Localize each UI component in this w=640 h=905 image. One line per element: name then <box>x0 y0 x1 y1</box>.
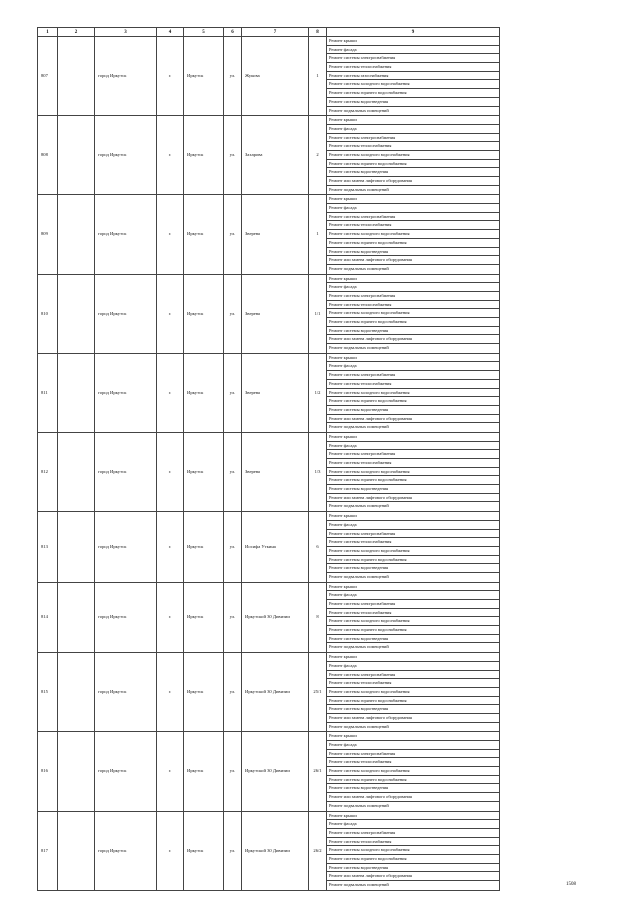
house-cell: 8 <box>309 582 327 653</box>
work-item: Ремонт системы водоотведения <box>327 485 499 494</box>
work-item: Ремонт подвальных помещений <box>329 265 389 271</box>
locality-cell: город Иркутск <box>95 195 157 274</box>
city-type-cell: г. <box>157 274 184 353</box>
house-cell: 26/2 <box>309 811 327 890</box>
work-item: Ремонт крыши <box>327 275 499 284</box>
locality-cell: город Иркутск <box>95 116 157 195</box>
street-cell: Иосифа Уткина <box>242 512 309 583</box>
work-item: Ремонт системы теплоснабжения <box>327 142 499 151</box>
city-type-cell: г. <box>157 353 184 432</box>
table-row <box>38 582 500 653</box>
row-number-cell: 807 <box>38 37 58 116</box>
work-item: Ремонт фасада <box>327 283 499 292</box>
locality-cell: город Иркутск <box>95 653 157 732</box>
city-cell: Иркутск <box>184 37 224 116</box>
work-item: Ремонт системы электроснабжения <box>327 750 499 759</box>
work-item: Ремонт подвальных помещений <box>329 345 389 351</box>
empty-cell <box>58 353 95 432</box>
work-item: Ремонт крыши <box>327 195 499 204</box>
street-type-cell: ул. <box>224 195 242 274</box>
work-item: Ремонт крыши <box>327 653 499 662</box>
work-item: Ремонт подвальных помещений <box>329 573 389 579</box>
city-cell: Иркутск <box>184 116 224 195</box>
row-number-cell: 812 <box>38 432 58 511</box>
work-item: Ремонт системы холодного водоснабжения <box>327 767 499 776</box>
house-cell: 2 <box>309 116 327 195</box>
work-item: Ремонт системы электроснабжения <box>327 371 499 380</box>
work-item: Ремонт системы водоотведения <box>327 864 499 873</box>
work-item: Ремонт системы водоотведения <box>327 564 499 573</box>
house-cell: 1 <box>309 195 327 274</box>
table-row <box>38 732 500 811</box>
work-item: Ремонт системы теплоснабжения <box>327 538 499 547</box>
work-item: Ремонт фасада <box>327 362 499 371</box>
work-item: Ремонт системы горячего водоснабжения <box>327 626 499 635</box>
works-cell <box>327 582 500 653</box>
work-item: Ремонт фасада <box>327 662 499 671</box>
work-item: Ремонт системы горячего водоснабжения <box>327 397 499 406</box>
table-row <box>38 512 500 583</box>
house-cell: 1/2 <box>309 353 327 432</box>
city-type-cell: г. <box>157 116 184 195</box>
work-item: Ремонт или замена лифтового оборудования <box>327 415 499 424</box>
work-item: Ремонт системы газоснабжения <box>327 72 499 81</box>
work-item: Ремонт системы горячего водоснабжения <box>327 89 499 98</box>
work-item: Ремонт системы холодного водоснабжения <box>327 617 499 626</box>
work-item: Ремонт фасада <box>327 442 499 451</box>
work-item: Ремонт системы холодного водоснабжения <box>327 846 499 855</box>
work-item: Ремонт или замена лифтового оборудования <box>327 872 499 881</box>
work-item: Ремонт системы теплоснабжения <box>327 221 499 230</box>
work-item: Ремонт крыши <box>327 354 499 363</box>
header-cell: 4 <box>157 28 184 37</box>
table-row <box>38 37 500 116</box>
work-item: Ремонт системы теплоснабжения <box>327 679 499 688</box>
street-cell: Зверева <box>242 274 309 353</box>
table-body <box>38 37 500 891</box>
work-item: Ремонт подвальных помещений <box>329 802 389 808</box>
row-number-cell: 810 <box>38 274 58 353</box>
repair-table <box>37 27 500 891</box>
work-item: Ремонт или замена лифтового оборудования <box>327 793 499 802</box>
table-row <box>38 432 500 511</box>
work-item: Ремонт крыши <box>327 812 499 821</box>
work-item: Ремонт крыши <box>327 583 499 592</box>
street-type-cell: ул. <box>224 432 242 511</box>
house-cell: 26/1 <box>309 732 327 811</box>
work-item: Ремонт системы теплоснабжения <box>327 63 499 72</box>
house-cell: 1/3 <box>309 432 327 511</box>
work-item: Ремонт системы холодного водоснабжения <box>327 468 499 477</box>
table-row <box>38 353 500 432</box>
table-row <box>38 653 500 732</box>
work-item: Ремонт подвальных помещений <box>329 644 389 650</box>
table-row <box>38 811 500 890</box>
street-type-cell: ул. <box>224 116 242 195</box>
document-sheet <box>37 27 499 891</box>
street-cell: Иркутской 30 Дивизии <box>242 653 309 732</box>
works-cell <box>327 432 500 511</box>
work-item: Ремонт системы электроснабжения <box>327 829 499 838</box>
work-item: Ремонт системы водоотведения <box>327 327 499 336</box>
row-number-cell: 813 <box>38 512 58 583</box>
header-cell: 6 <box>224 28 242 37</box>
work-item: Ремонт системы теплоснабжения <box>327 459 499 468</box>
header-cell: 9 <box>327 28 500 37</box>
page-number: 1508 <box>566 882 576 887</box>
work-item: Ремонт подвальных помещений <box>329 503 389 509</box>
locality-cell: город Иркутск <box>95 582 157 653</box>
locality-cell: город Иркутск <box>95 512 157 583</box>
work-item: Ремонт крыши <box>327 37 499 46</box>
work-item: Ремонт системы электроснабжения <box>327 54 499 63</box>
row-number-cell: 811 <box>38 353 58 432</box>
work-item: Ремонт системы водоотведения <box>327 168 499 177</box>
work-item: Ремонт системы электроснабжения <box>327 600 499 609</box>
row-number-cell: 814 <box>38 582 58 653</box>
street-type-cell: ул. <box>224 653 242 732</box>
city-type-cell: г. <box>157 732 184 811</box>
house-cell: 1 <box>309 37 327 116</box>
city-cell: Иркутск <box>184 353 224 432</box>
work-item: Ремонт крыши <box>327 433 499 442</box>
empty-cell <box>58 274 95 353</box>
street-cell: Иркутской 30 Дивизии <box>242 811 309 890</box>
work-item: Ремонт фасада <box>327 46 499 55</box>
street-type-cell: ул. <box>224 353 242 432</box>
city-cell: Иркутск <box>184 811 224 890</box>
work-item: Ремонт системы теплоснабжения <box>327 838 499 847</box>
table-row <box>38 195 500 274</box>
locality-cell: город Иркутск <box>95 353 157 432</box>
locality-cell: город Иркутск <box>95 274 157 353</box>
street-cell: Захарова <box>242 116 309 195</box>
city-cell: Иркутск <box>184 732 224 811</box>
work-item: Ремонт системы теплоснабжения <box>327 380 499 389</box>
locality-cell: город Иркутск <box>95 37 157 116</box>
works-cell <box>327 195 500 274</box>
work-item: Ремонт системы горячего водоснабжения <box>327 160 499 169</box>
work-item: Ремонт системы теплоснабжения <box>327 758 499 767</box>
work-item: Ремонт системы водоотведения <box>327 248 499 257</box>
empty-cell <box>58 732 95 811</box>
work-item: Ремонт системы холодного водоснабжения <box>327 309 499 318</box>
works-cell <box>327 37 500 116</box>
locality-cell: город Иркутск <box>95 811 157 890</box>
empty-cell <box>58 37 95 116</box>
city-type-cell: г. <box>157 811 184 890</box>
work-item: Ремонт системы водоотведения <box>327 635 499 644</box>
work-item: Ремонт системы электроснабжения <box>327 292 499 301</box>
table-row <box>38 116 500 195</box>
city-cell: Иркутск <box>184 195 224 274</box>
city-type-cell: г. <box>157 432 184 511</box>
work-item: Ремонт или замена лифтового оборудования <box>327 256 499 265</box>
work-item: Ремонт системы горячего водоснабжения <box>327 239 499 248</box>
city-cell: Иркутск <box>184 582 224 653</box>
work-item: Ремонт системы водоотведения <box>327 705 499 714</box>
work-item: Ремонт системы горячего водоснабжения <box>327 556 499 565</box>
work-item: Ремонт или замена лифтового оборудования <box>327 177 499 186</box>
work-item: Ремонт системы холодного водоснабжения <box>327 230 499 239</box>
city-type-cell: г. <box>157 582 184 653</box>
work-item: Ремонт или замена лифтового оборудования <box>327 494 499 503</box>
work-item: Ремонт системы холодного водоснабжения <box>327 151 499 160</box>
work-item: Ремонт или замена лифтового оборудования <box>327 335 499 344</box>
work-item: Ремонт системы водоотведения <box>327 98 499 107</box>
row-number-cell: 817 <box>38 811 58 890</box>
house-cell: 1/1 <box>309 274 327 353</box>
city-type-cell: г. <box>157 195 184 274</box>
works-cell <box>327 274 500 353</box>
works-cell <box>327 732 500 811</box>
street-cell: Зверева <box>242 195 309 274</box>
work-item: Ремонт системы водоотведения <box>327 406 499 415</box>
work-item: Ремонт системы электроснабжения <box>327 530 499 539</box>
work-item: Ремонт системы горячего водоснабжения <box>327 318 499 327</box>
work-item: Ремонт системы горячего водоснабжения <box>327 776 499 785</box>
city-cell: Иркутск <box>184 274 224 353</box>
table-row <box>38 274 500 353</box>
work-item: Ремонт крыши <box>327 512 499 521</box>
empty-cell <box>58 582 95 653</box>
work-item: Ремонт фасада <box>327 521 499 530</box>
row-number-cell: 816 <box>38 732 58 811</box>
city-type-cell: г. <box>157 37 184 116</box>
work-item: Ремонт системы холодного водоснабжения <box>327 688 499 697</box>
street-cell: Жукова <box>242 37 309 116</box>
works-cell <box>327 116 500 195</box>
row-number-cell: 809 <box>38 195 58 274</box>
street-cell: Зверева <box>242 432 309 511</box>
street-type-cell: ул. <box>224 512 242 583</box>
work-item: Ремонт фасада <box>327 741 499 750</box>
locality-cell: город Иркутск <box>95 732 157 811</box>
street-type-cell: ул. <box>224 274 242 353</box>
header-cell: 8 <box>309 28 327 37</box>
work-item: Ремонт крыши <box>327 732 499 741</box>
work-item: Ремонт подвальных помещений <box>329 186 389 192</box>
street-cell: Иркутской 30 Дивизии <box>242 732 309 811</box>
city-type-cell: г. <box>157 512 184 583</box>
work-item: Ремонт системы теплоснабжения <box>327 301 499 310</box>
street-type-cell: ул. <box>224 732 242 811</box>
empty-cell <box>58 116 95 195</box>
work-item: Ремонт системы холодного водоснабжения <box>327 80 499 89</box>
work-item: Ремонт фасада <box>327 820 499 829</box>
header-cell: 5 <box>184 28 224 37</box>
empty-cell <box>58 512 95 583</box>
work-item: Ремонт системы горячего водоснабжения <box>327 855 499 864</box>
street-type-cell: ул. <box>224 811 242 890</box>
work-item: Ремонт подвальных помещений <box>329 882 389 887</box>
works-cell <box>327 512 500 583</box>
street-cell: Зверева <box>242 353 309 432</box>
work-item: Ремонт системы электроснабжения <box>327 450 499 459</box>
street-cell: Иркутской 30 Дивизии <box>242 582 309 653</box>
header-cell: 3 <box>95 28 157 37</box>
work-item: Ремонт системы горячего водоснабжения <box>327 476 499 485</box>
house-cell: 25/1 <box>309 653 327 732</box>
header-cell: 1 <box>38 28 58 37</box>
work-item: Ремонт системы электроснабжения <box>327 671 499 680</box>
empty-cell <box>58 811 95 890</box>
header-row <box>38 28 500 37</box>
work-item: Ремонт системы электроснабжения <box>327 213 499 222</box>
city-type-cell: г. <box>157 653 184 732</box>
works-cell <box>327 353 500 432</box>
work-item: Ремонт подвальных помещений <box>329 723 389 729</box>
work-item: Ремонт или замена лифтового оборудования <box>327 714 499 723</box>
work-item: Ремонт крыши <box>327 116 499 125</box>
street-type-cell: ул. <box>224 582 242 653</box>
work-item: Ремонт системы водоотведения <box>327 784 499 793</box>
work-item: Ремонт фасада <box>327 591 499 600</box>
street-type-cell: ул. <box>224 37 242 116</box>
work-item: Ремонт подвальных помещений <box>329 107 389 113</box>
row-number-cell: 815 <box>38 653 58 732</box>
work-item: Ремонт фасада <box>327 125 499 134</box>
work-item: Ремонт системы теплоснабжения <box>327 609 499 618</box>
city-cell: Иркутск <box>184 653 224 732</box>
work-item: Ремонт фасада <box>327 204 499 213</box>
empty-cell <box>58 432 95 511</box>
work-item: Ремонт системы электроснабжения <box>327 134 499 143</box>
work-item: Ремонт системы холодного водоснабжения <box>327 547 499 556</box>
header-cell: 2 <box>58 28 95 37</box>
house-cell: 6 <box>309 512 327 583</box>
header-cell: 7 <box>242 28 309 37</box>
works-cell <box>327 653 500 732</box>
work-item: Ремонт системы холодного водоснабжения <box>327 389 499 398</box>
empty-cell <box>58 195 95 274</box>
locality-cell: город Иркутск <box>95 432 157 511</box>
work-item: Ремонт подвальных помещений <box>329 424 389 430</box>
empty-cell <box>58 653 95 732</box>
city-cell: Иркутск <box>184 432 224 511</box>
works-cell <box>327 811 500 890</box>
city-cell: Иркутск <box>184 512 224 583</box>
work-item: Ремонт системы горячего водоснабжения <box>327 697 499 706</box>
row-number-cell: 808 <box>38 116 58 195</box>
